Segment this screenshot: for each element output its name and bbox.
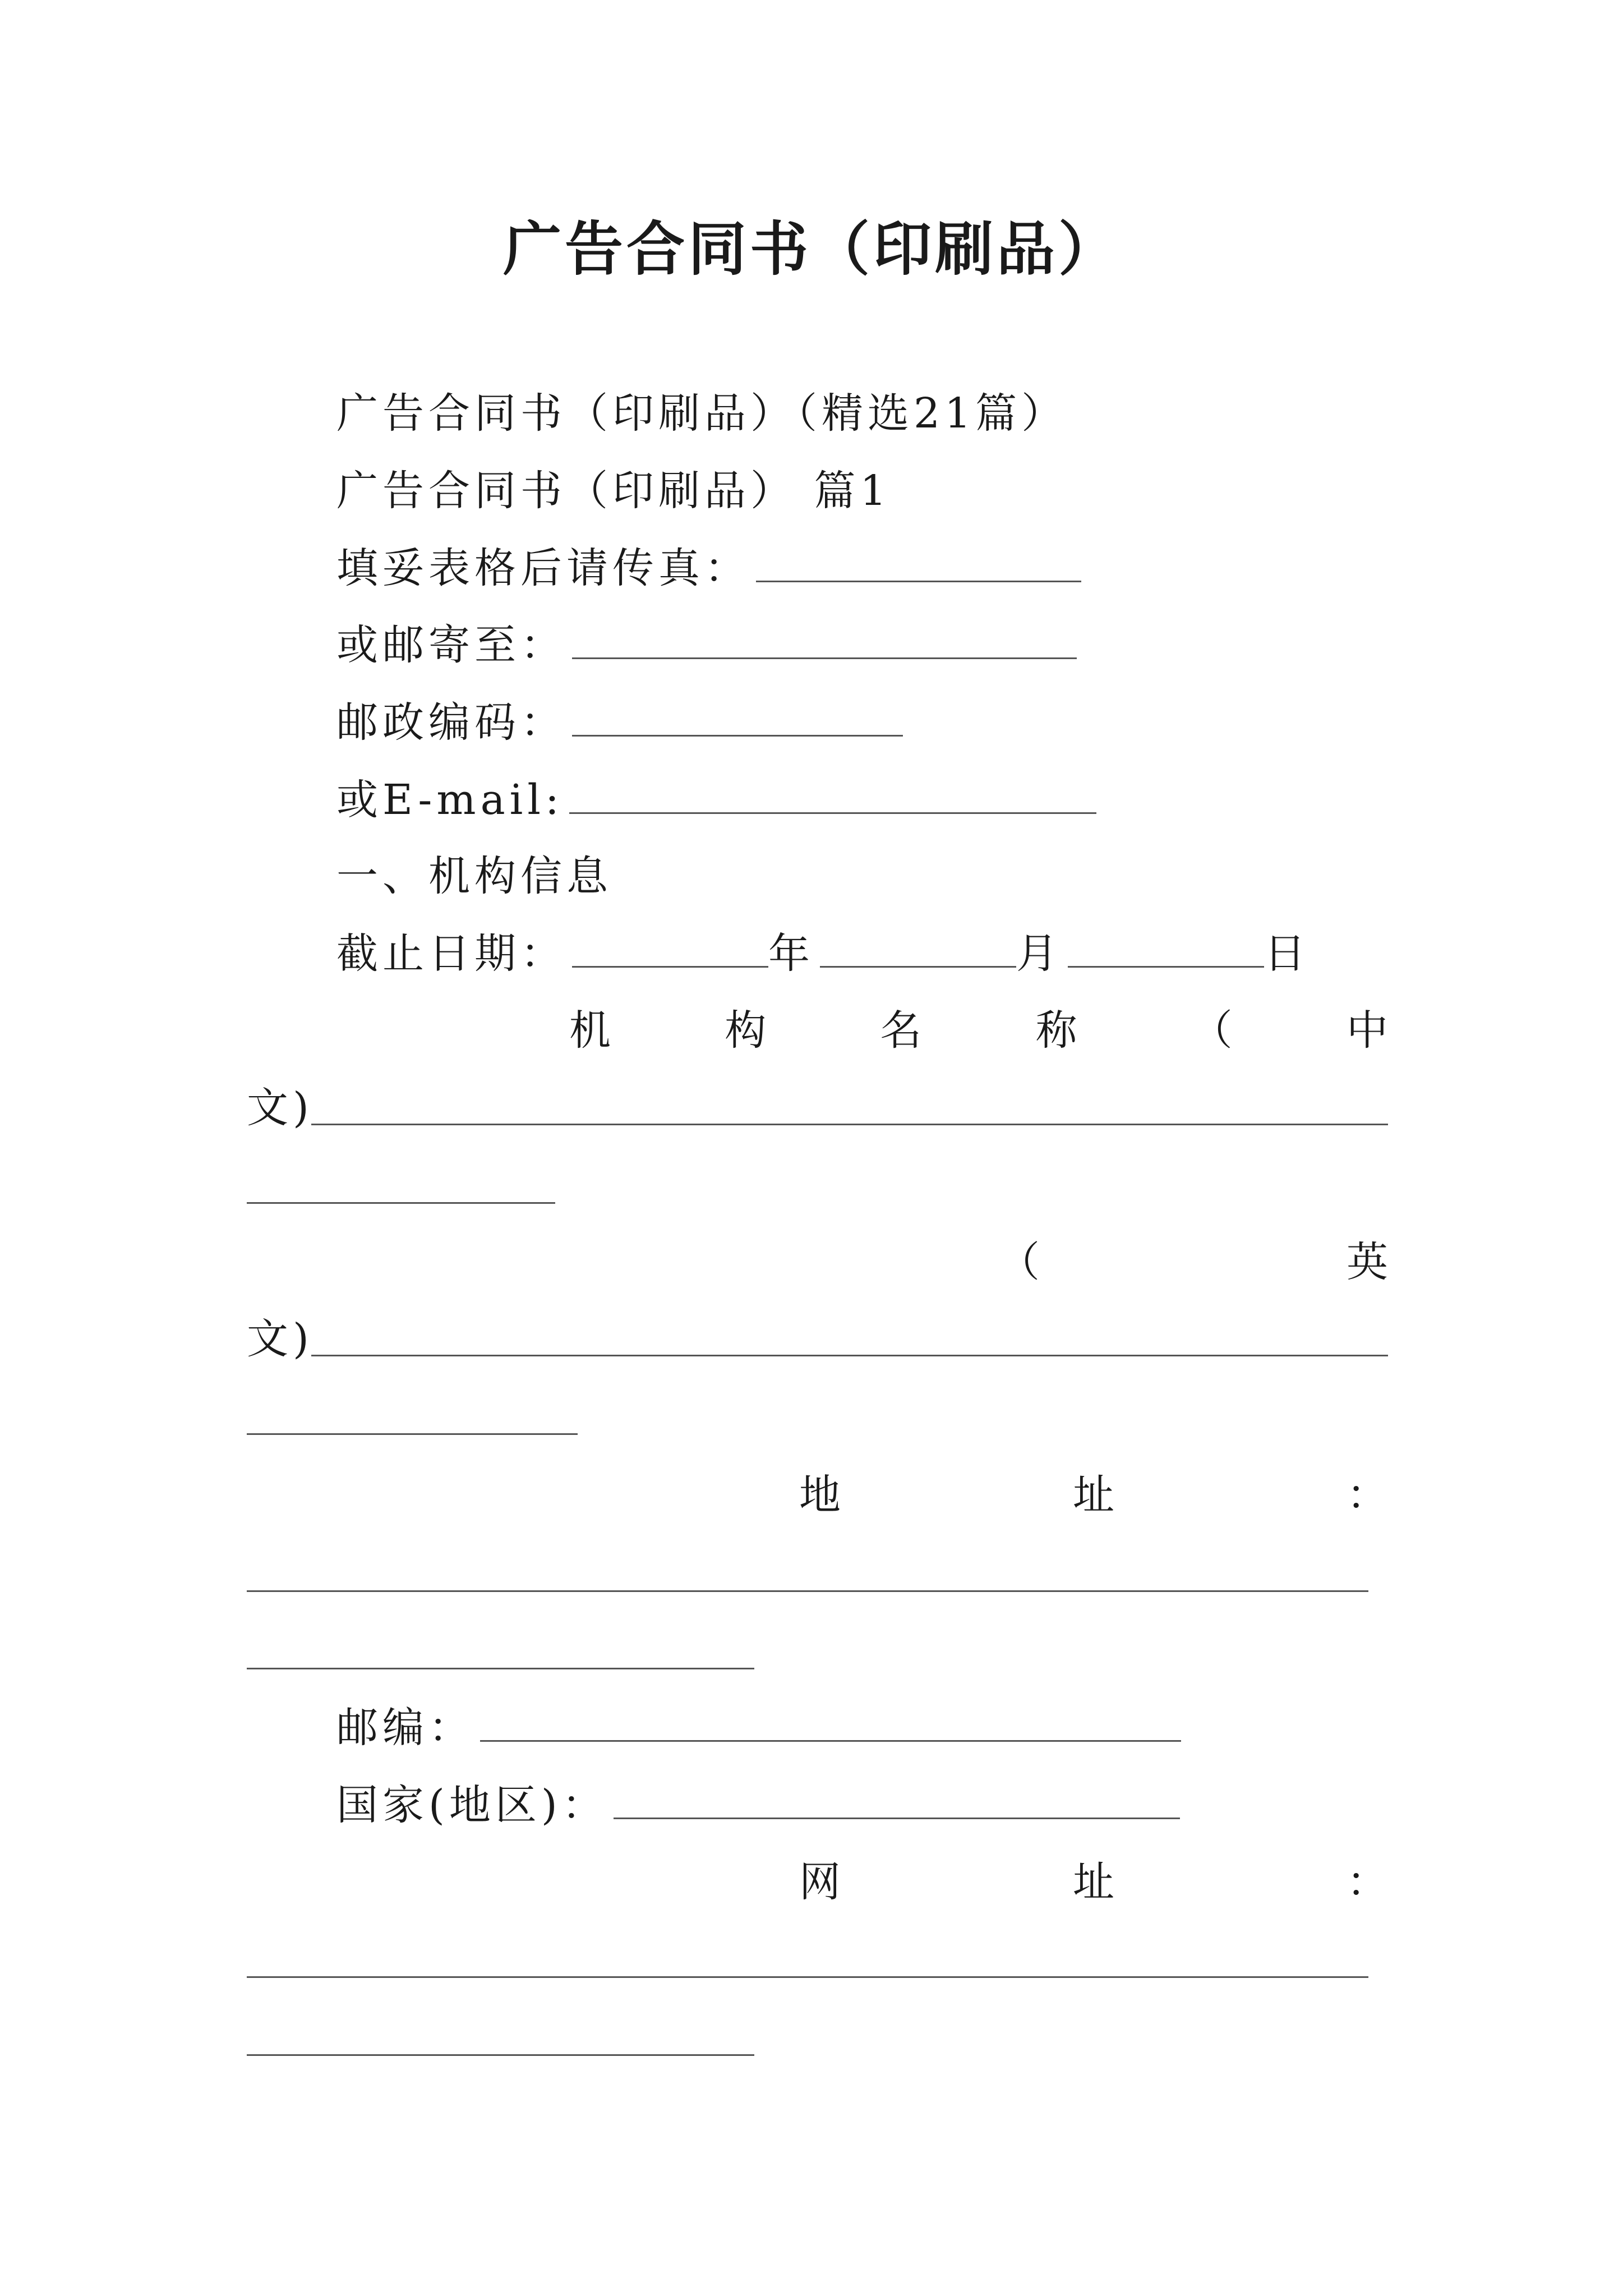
document-subtitle: 广告合同书（印刷品）（精选21篇） (336, 389, 1068, 438)
postcode-label: 邮政编码： (336, 698, 566, 747)
org-name-cn-blank-2[interactable] (247, 1202, 555, 1204)
org-name-cn-char: 称 (1035, 1006, 1077, 1055)
zip-label: 邮编： (336, 1704, 474, 1752)
country-blank[interactable] (614, 1784, 1180, 1819)
org-name-en-blank-2[interactable] (247, 1433, 578, 1435)
org-name-en-char: （ (998, 1238, 1040, 1286)
postcode-row (336, 698, 903, 747)
address-char: 址 (1073, 1471, 1114, 1519)
website-blank-2[interactable] (247, 2054, 754, 2056)
country-label: 国家(地区)： (336, 1781, 608, 1829)
fax-row (336, 544, 1081, 592)
org-name-en-tail: 文) (247, 1315, 313, 1363)
month-blank[interactable] (820, 932, 1016, 968)
website-char: 址 (1073, 1858, 1114, 1906)
mail-blank[interactable] (572, 624, 1077, 659)
deadline-row (336, 930, 1310, 978)
website-char: 网 (799, 1858, 841, 1906)
address-blank-2[interactable] (247, 1668, 754, 1669)
deadline-label: 截止日期： (336, 930, 566, 978)
address-char: 地 (799, 1471, 841, 1519)
zip-blank[interactable] (480, 1706, 1181, 1742)
org-name-cn-char: 机 (569, 1006, 611, 1055)
org-name-cn-char: 中 (1346, 1006, 1388, 1055)
org-name-en-char: 英 (1347, 1238, 1388, 1286)
org-name-en-label (998, 1238, 1388, 1286)
address-char: ： (1347, 1471, 1388, 1519)
org-name-cn-char: 名 (880, 1006, 922, 1055)
address-label (799, 1471, 1388, 1519)
year-blank[interactable] (572, 932, 768, 968)
fax-blank[interactable] (756, 547, 1081, 582)
mail-label: 或邮寄至： (336, 621, 566, 669)
org-name-cn-blank-1[interactable] (311, 1124, 1388, 1125)
website-char: ： (1347, 1858, 1388, 1906)
postcode-blank[interactable] (572, 701, 903, 737)
month-label: 月 (1016, 930, 1062, 978)
part1-heading: 一、机构信息 (336, 852, 612, 900)
section-heading: 广告合同书（印刷品） 篇1 (336, 467, 891, 515)
country-row (336, 1781, 1180, 1829)
website-blank-1[interactable] (247, 1976, 1368, 1978)
day-label: 日 (1264, 930, 1310, 978)
mail-row (336, 621, 1077, 669)
org-name-en-blank-1[interactable] (311, 1355, 1388, 1356)
address-blank-1[interactable] (247, 1590, 1368, 1592)
email-label: 或E-mail: (336, 776, 564, 824)
year-label: 年 (768, 930, 814, 978)
org-name-cn-char: （ (1191, 1006, 1233, 1055)
day-blank[interactable] (1068, 932, 1264, 968)
fax-label: 填妥表格后请传真： (336, 544, 750, 592)
org-name-cn-tail: 文) (247, 1084, 313, 1132)
email-blank[interactable] (569, 779, 1096, 814)
document-title: 广告合同书（印刷品） (502, 214, 1120, 283)
website-label (799, 1858, 1388, 1906)
org-name-cn-char: 构 (725, 1006, 767, 1055)
org-name-cn-label (569, 1006, 1388, 1055)
email-row (336, 776, 1096, 824)
zip-row (336, 1704, 1181, 1752)
